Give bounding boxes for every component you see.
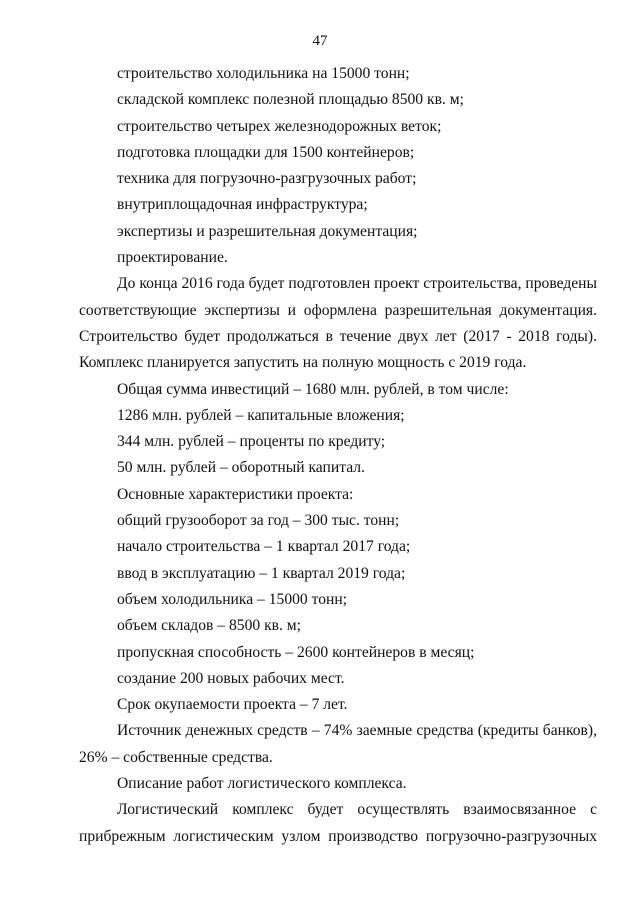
investment-item: 1286 млн. рублей – капитальные вложения;	[117, 406, 405, 424]
list-item: подготовка площадки для 1500 контейнеров;	[117, 143, 415, 161]
funding-line: 26% – собственные средства.	[79, 748, 273, 766]
characteristic-item: объем холодильника – 15000 тонн;	[117, 590, 348, 608]
list-item: проектирование.	[117, 249, 228, 267]
paragraph-line: Логистический комплекс будет осуществлять взаимосвязанное с	[117, 801, 597, 819]
page-body	[79, 61, 597, 850]
paragraph-line: До конца 2016 года будет подготовлен проект строительства, проведены	[117, 275, 597, 293]
paragraph-line: Строительство будет продолжаться в течение двух лет (2017 - 2018 годы).	[79, 327, 597, 345]
funding-line: Источник денежных средств – 74% заемные средства (кредиты банков),	[117, 722, 597, 740]
characteristic-item: общий грузооборот за год – 300 тыс. тонн;	[117, 512, 400, 530]
list-item: строительство четырех железнодорожных веток;	[117, 117, 442, 135]
paragraph-line: соответствующие экспертизы и оформлена разрешительная документация.	[79, 301, 597, 319]
works-heading: Описание работ логистического комплекса.	[117, 775, 407, 793]
paragraph-line: прибрежным логистическим узлом производство погрузочно-разгрузочных	[79, 827, 597, 845]
characteristic-item: пропускная способность – 2600 контейнеров в месяц;	[117, 643, 475, 661]
list-item: внутриплощадочная инфраструктура;	[117, 196, 368, 214]
page-number: 47	[312, 33, 328, 49]
characteristic-item: начало строительства – 1 квартал 2017 года;	[117, 538, 411, 556]
list-item: экспертизы и разрешительная документация;	[117, 222, 418, 240]
payback-period: Срок окупаемости проекта – 7 лет.	[117, 696, 348, 714]
investment-item: 344 млн. рублей – проценты по кредиту;	[117, 433, 386, 451]
list-item: техника для погрузочно-разгрузочных работ;	[117, 170, 417, 188]
characteristic-item: ввод в эксплуатацию – 1 квартал 2019 года;	[117, 564, 406, 582]
list-item: складской комплекс полезной площадью 8500 кв. м;	[117, 91, 464, 109]
paragraph-line: Комплекс планируется запустить на полную мощность с 2019 года.	[79, 354, 527, 372]
investment-total: Общая сумма инвестиций – 1680 млн. рублей, в том числе:	[117, 380, 509, 398]
characteristics-heading: Основные характеристики проекта:	[117, 485, 354, 503]
characteristic-item: объем складов – 8500 кв. м;	[117, 617, 302, 635]
characteristic-item: создание 200 новых рабочих мест.	[117, 669, 345, 687]
list-item: строительство холодильника на 15000 тонн;	[117, 65, 410, 82]
investment-item: 50 млн. рублей – оборотный капитал.	[117, 459, 365, 477]
